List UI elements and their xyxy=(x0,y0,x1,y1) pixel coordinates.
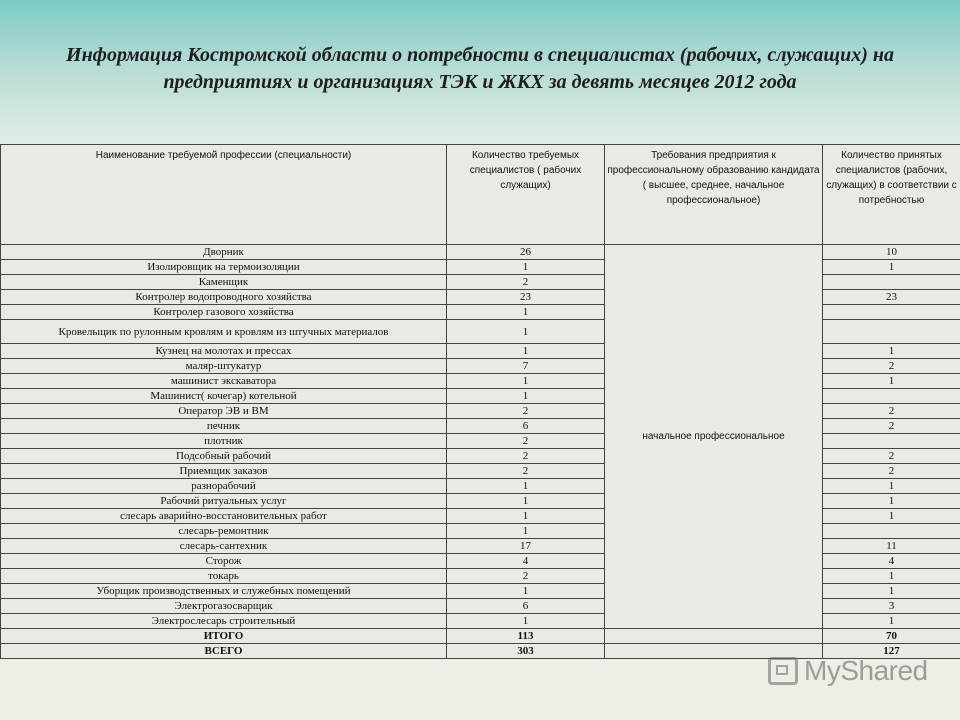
required-cell: 2 xyxy=(447,275,605,290)
total-row xyxy=(1,629,960,644)
accepted-cell: 2 xyxy=(823,449,960,464)
required-cell: 1 xyxy=(447,260,605,275)
required-cell: 2 xyxy=(447,464,605,479)
profession-cell: слесарь-ремонтник xyxy=(1,524,447,539)
header-profession: Наименование требуемой профессии (специальности) xyxy=(1,145,447,245)
header-accepted: Количество принятых специалистов (рабочих, служащих) в соответствии с потребностью xyxy=(823,145,960,245)
required-cell: 23 xyxy=(447,290,605,305)
required-cell: 2 xyxy=(447,569,605,584)
profession-cell: разнорабочий xyxy=(1,479,447,494)
profession-cell: Изолировщик на термоизоляции xyxy=(1,260,447,275)
profession-cell: Приемщик заказов xyxy=(1,464,447,479)
table-body xyxy=(1,245,960,659)
required-cell: 1 xyxy=(447,524,605,539)
table-header-row xyxy=(1,145,960,245)
accepted-cell: 1 xyxy=(823,584,960,599)
required-cell: 6 xyxy=(447,599,605,614)
profession-cell: Контролер газового хозяйства xyxy=(1,305,447,320)
profession-cell: маляр-штукатур xyxy=(1,359,447,374)
accepted-cell: 1 xyxy=(823,374,960,389)
profession-cell: Рабочий ритуальных услуг xyxy=(1,494,447,509)
profession-cell: Электрослесарь строительный xyxy=(1,614,447,629)
accepted-cell xyxy=(823,305,960,320)
required-cell: 1 xyxy=(447,344,605,359)
accepted-cell: 2 xyxy=(823,404,960,419)
accepted-cell: 1 xyxy=(823,494,960,509)
watermark-text: MyShared xyxy=(804,655,928,686)
profession-cell: Оператор ЭВ и ВМ xyxy=(1,404,447,419)
required-cell: 1 xyxy=(447,494,605,509)
profession-cell: Уборщик производственных и служебных помещений xyxy=(1,584,447,599)
total-label-cell: ИТОГО xyxy=(1,629,447,644)
required-cell: 1 xyxy=(447,389,605,404)
specialists-table xyxy=(0,144,960,659)
accepted-cell: 1 xyxy=(823,260,960,275)
header-required: Количество требуемых специалистов ( рабочих служащих) xyxy=(447,145,605,245)
profession-cell: слесарь-сантехник xyxy=(1,539,447,554)
profession-cell: Каменщик xyxy=(1,275,447,290)
accepted-cell: 4 xyxy=(823,554,960,569)
accepted-cell: 1 xyxy=(823,479,960,494)
accepted-cell xyxy=(823,389,960,404)
accepted-cell: 11 xyxy=(823,539,960,554)
total-label-cell: ВСЕГО xyxy=(1,644,447,659)
required-cell: 2 xyxy=(447,449,605,464)
watermark xyxy=(768,655,928,687)
total-required-cell: 113 xyxy=(447,629,605,644)
profession-cell: слесарь аварийно-восстановительных работ xyxy=(1,509,447,524)
total-empty-cell xyxy=(605,629,823,644)
accepted-cell: 2 xyxy=(823,419,960,434)
profession-cell: Контролер водопроводного хозяйства xyxy=(1,290,447,305)
accepted-cell: 10 xyxy=(823,245,960,260)
required-cell: 1 xyxy=(447,479,605,494)
required-cell: 1 xyxy=(447,320,605,344)
required-cell: 1 xyxy=(447,509,605,524)
header-requirements: Требования предприятия к профессиональному образованию кандидата ( высшее, среднее, начальное профессиональное) xyxy=(605,145,823,245)
accepted-cell xyxy=(823,275,960,290)
profession-cell: плотник xyxy=(1,434,447,449)
total-accepted-cell: 127 xyxy=(823,644,960,659)
accepted-cell xyxy=(823,524,960,539)
profession-cell: Электрогазосварщик xyxy=(1,599,447,614)
profession-cell: Подсобный рабочий xyxy=(1,449,447,464)
required-cell: 7 xyxy=(447,359,605,374)
total-required-cell: 303 xyxy=(447,644,605,659)
accepted-cell: 23 xyxy=(823,290,960,305)
profession-cell: Кузнец на молотах и прессах xyxy=(1,344,447,359)
required-cell: 26 xyxy=(447,245,605,260)
accepted-cell: 1 xyxy=(823,569,960,584)
required-cell: 1 xyxy=(447,614,605,629)
required-cell: 2 xyxy=(447,404,605,419)
accepted-cell: 1 xyxy=(823,344,960,359)
accepted-cell: 3 xyxy=(823,599,960,614)
total-accepted-cell: 70 xyxy=(823,629,960,644)
requirement-cell: начальное профессиональное xyxy=(605,245,823,629)
accepted-cell xyxy=(823,320,960,344)
accepted-cell: 1 xyxy=(823,614,960,629)
table-row xyxy=(1,245,960,260)
profession-cell: Сторож xyxy=(1,554,447,569)
required-cell: 4 xyxy=(447,554,605,569)
page-title: Информация Костромской области о потребности в специалистах (рабочих, служащих) на предприятиях и организациях ТЭК и ЖКХ за девять месяцев 2012 года xyxy=(66,44,894,93)
accepted-cell: 2 xyxy=(823,359,960,374)
profession-cell: Машинист( кочегар) котельной xyxy=(1,389,447,404)
accepted-cell: 2 xyxy=(823,464,960,479)
profession-cell: Кровельщик по рулонным кровлям и кровлям из штучных материалов xyxy=(1,320,447,344)
profession-cell: Дворник xyxy=(1,245,447,260)
required-cell: 1 xyxy=(447,584,605,599)
profession-cell: токарь xyxy=(1,569,447,584)
profession-cell: печник xyxy=(1,419,447,434)
accepted-cell xyxy=(823,434,960,449)
accepted-cell: 1 xyxy=(823,509,960,524)
required-cell: 2 xyxy=(447,434,605,449)
presentation-icon xyxy=(768,657,798,685)
required-cell: 6 xyxy=(447,419,605,434)
required-cell: 1 xyxy=(447,374,605,389)
required-cell: 1 xyxy=(447,305,605,320)
required-cell: 17 xyxy=(447,539,605,554)
profession-cell: машинист экскаватора xyxy=(1,374,447,389)
